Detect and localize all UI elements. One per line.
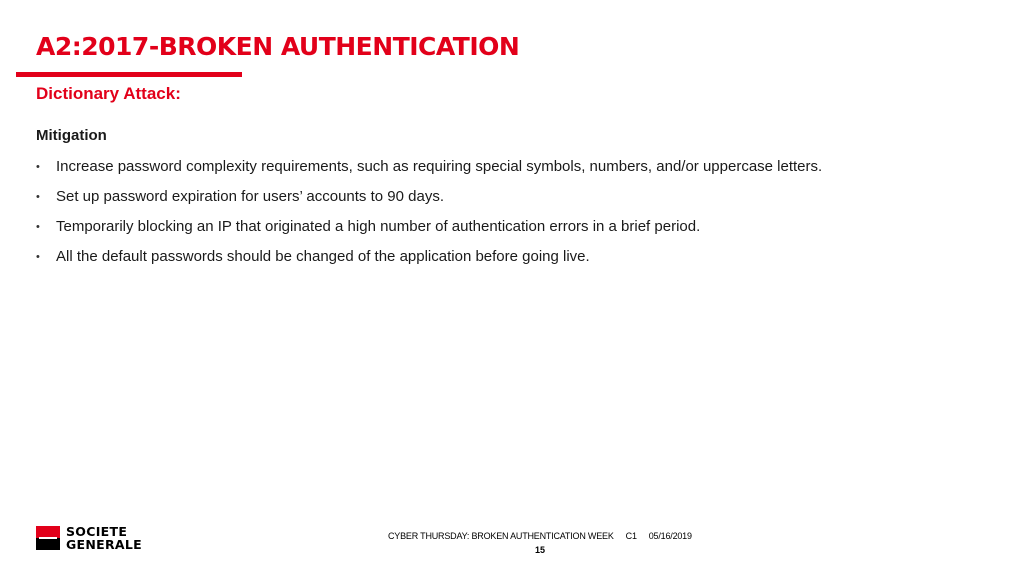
logo-line-1: SOCIETE [66, 524, 128, 539]
footer-date: 05/16/2019 [648, 531, 692, 541]
section-heading: Mitigation [36, 127, 107, 144]
logo-line-2: GENERALE [66, 537, 143, 552]
bullet-icon: • [36, 161, 40, 173]
footer-event: CYBER THURSDAY: BROKEN AUTHENTICATION WEEK [388, 531, 614, 541]
logo-text [66, 525, 142, 551]
bullet-text: All the default passwords should be changed of the application before going live. [56, 248, 590, 265]
footer-info [388, 530, 700, 542]
page-number: 15 [534, 545, 545, 555]
list-item [36, 214, 822, 244]
company-logo [36, 525, 161, 553]
logo-mark-icon [36, 526, 60, 550]
bullet-text: Set up password expiration for users’ accounts to 90 days. [56, 188, 444, 205]
bullet-icon: • [36, 221, 40, 233]
slide-title: A2:2017-BROKEN AUTHENTICATION [36, 32, 520, 61]
list-item [36, 244, 822, 274]
bullet-icon: • [36, 191, 40, 203]
footer-classification: C1 [625, 531, 637, 541]
list-item [36, 154, 822, 184]
bullet-list [36, 154, 822, 274]
list-item [36, 184, 822, 214]
slide-footer [388, 530, 700, 555]
bullet-text: Increase password complexity requirements, such as requiring special symbols, numbers, and/or uppercase letters. [56, 158, 823, 175]
bullet-text: Temporarily blocking an IP that originated a high number of authentication errors in a brief period. [56, 218, 701, 235]
title-underline [16, 72, 242, 77]
bullet-icon: • [36, 251, 40, 263]
slide-subtitle: Dictionary Attack: [36, 84, 181, 103]
